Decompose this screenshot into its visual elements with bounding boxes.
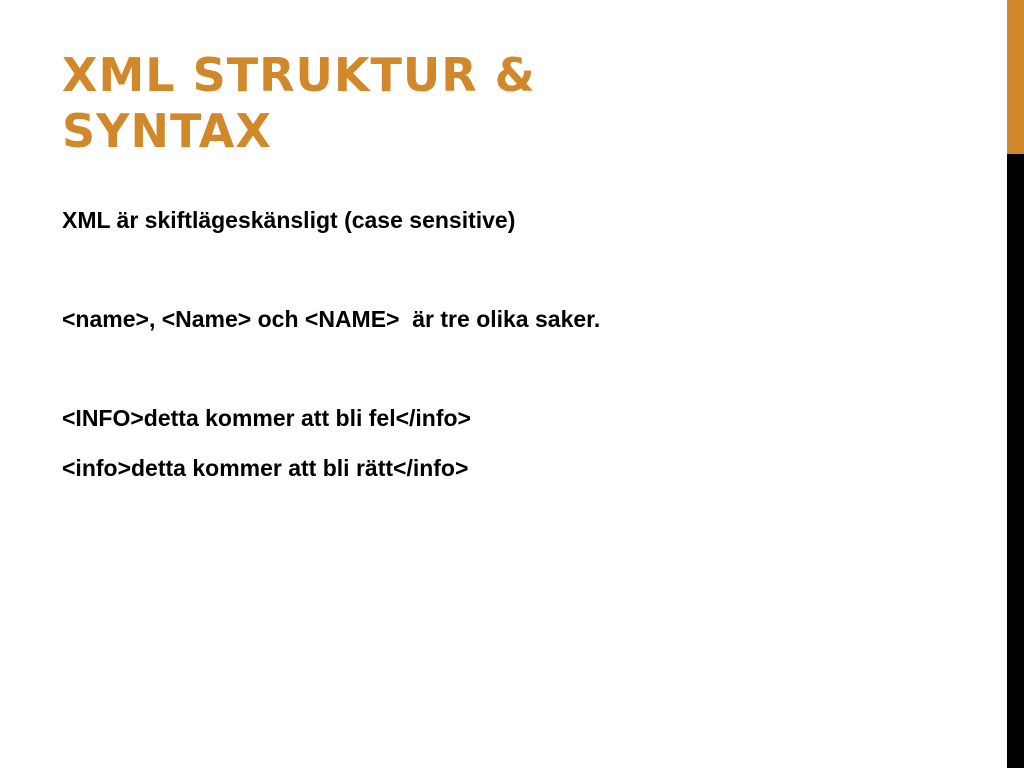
body-line-name-variants: <name>, <Name> och <NAME> är tre olika saker. <box>62 306 601 332</box>
accent-bar-bottom <box>1007 154 1024 768</box>
body-line-case-sensitive: XML är skiftlägeskänsligt (case sensitive) <box>62 207 516 233</box>
slide-title: XML STRUKTUR & SYNTAX <box>62 48 536 158</box>
body-line-wrong-example: <INFO>detta kommer att bli fel</info> <box>62 405 471 431</box>
accent-bar-top <box>1007 0 1024 154</box>
body-line-right-example: <info>detta kommer att bli rätt</info> <box>62 455 469 481</box>
